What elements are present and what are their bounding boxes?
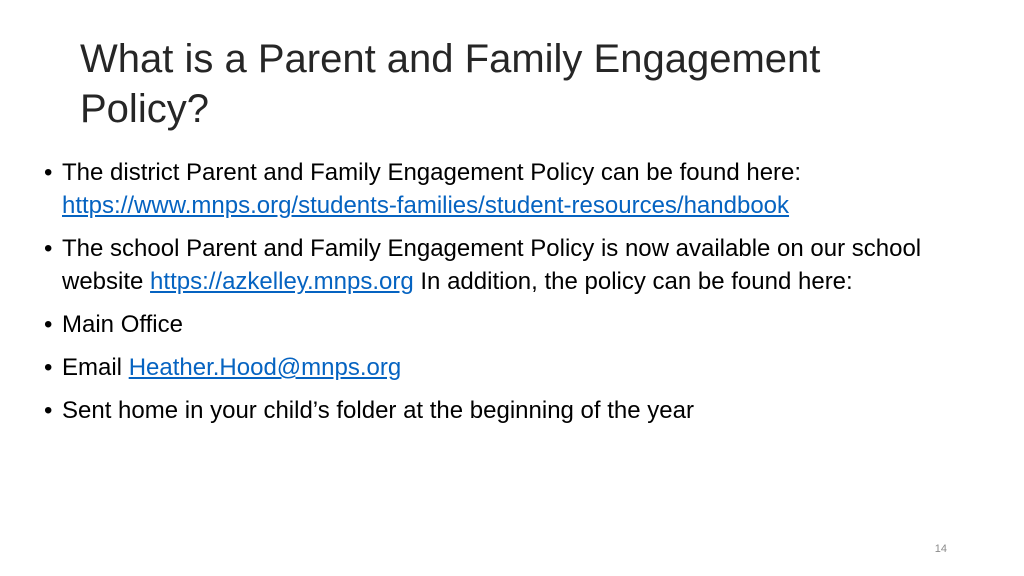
bullet-marker: • (44, 159, 53, 186)
bullet-marker: • (44, 235, 53, 262)
district-handbook-link[interactable]: https://www.mnps.org/students-families/student-resources/handbook (62, 192, 790, 219)
bullet-text: Sent home in your child’s folder at the beginning of the year (62, 397, 694, 424)
bullet-district-policy (40, 156, 1000, 222)
school-website-link[interactable]: https://azkelley.mnps.org (150, 268, 414, 295)
bullet-list (40, 156, 1000, 437)
slide-title: What is a Parent and Family Engagement Policy? (80, 37, 821, 131)
bullet-text: Main Office (62, 311, 183, 338)
bullet-sent-home (40, 394, 1000, 427)
bullet-text: The school Parent and Family Engagement Policy is now available on our school website (62, 235, 922, 295)
page-number: 14 (934, 543, 947, 555)
email-link[interactable]: Heather.Hood@mnps.org (128, 354, 402, 381)
bullet-email (40, 351, 1000, 384)
bullet-marker: • (44, 354, 53, 381)
bullet-marker: • (44, 397, 53, 424)
bullet-text: The district Parent and Family Engagement Policy can be found here: (62, 159, 802, 186)
bullet-marker: • (44, 311, 53, 338)
bullet-text: Email (62, 354, 123, 381)
bullet-school-policy (40, 232, 1000, 298)
bullet-main-office (40, 308, 1000, 341)
bullet-text-after: In addition, the policy can be found here: (420, 268, 853, 295)
